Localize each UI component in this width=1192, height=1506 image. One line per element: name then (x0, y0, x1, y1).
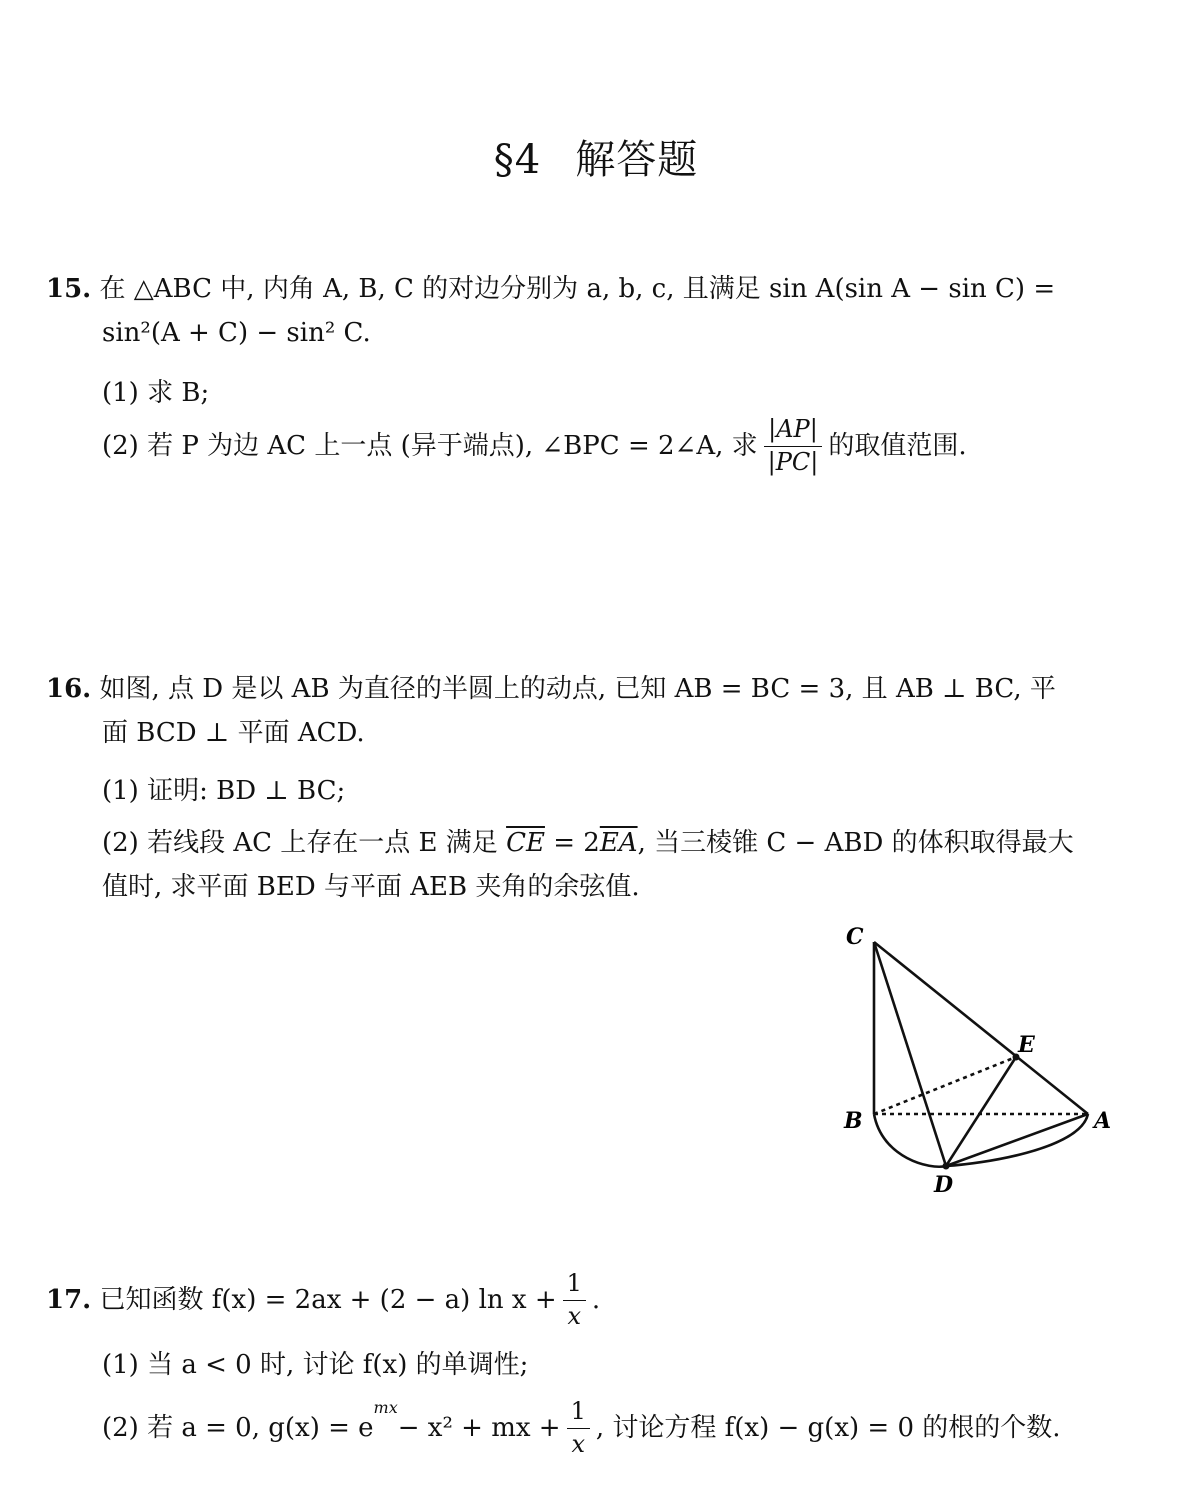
problem-16-part2-line2: 值时, 求平面 BED 与平面 AEB 夹角的余弦值. (102, 872, 640, 902)
problem-15-part1: (1) 求 B; (102, 378, 210, 408)
vector-ce: $\overline{CE}$ (506, 828, 545, 858)
section-name: 解答题 (575, 137, 699, 183)
problem-15-condition: △ABC 中, 内角 A, B, C 的对边分别为 a, b, c, 且满足 sin A(sin A − sin C) = (133, 274, 1056, 304)
problem-number: 16. (46, 674, 92, 704)
label-d: D (934, 1172, 954, 1198)
problem-number: 15. (46, 274, 92, 304)
problem-17-part1: (1) 当 a < 0 时, 讨论 f(x) 的单调性; (102, 1350, 529, 1380)
problem-17-stem: 17. 已知函数 f(x) = 2ax + (2 − a) ln x + $\frac{1}{x}$ . (46, 1269, 601, 1330)
problem-15-stem-line2: sin²(A + C) − sin² C. (102, 318, 371, 348)
problem-number: 17. (46, 1284, 92, 1315)
one-over-x-fraction: $\frac{1}{x}$ (567, 1398, 590, 1458)
label-a: A (1094, 1108, 1112, 1134)
label-c: C (846, 924, 864, 950)
label-b: B (844, 1108, 863, 1134)
problem-15-part2: (2) 若 P 为边 AC 上一点 (异于端点), ∠BPC = 2∠A, 求 $\frac{|AP|}{|PC|}$ 的取值范围. (102, 415, 967, 476)
problem-17-part2: (2) 若 a = 0, g(x) = e $^{mx}$ − x² + mx + $\frac{1}{x}$ , 讨论方程 f(x) − g(x) = 0 的根的个数. (102, 1397, 1061, 1458)
problem-16-part1: (1) 证明: BD ⊥ BC; (102, 776, 346, 806)
problem-15-stem-line1: 15. 在 △ABC 中, 内角 A, B, C 的对边分别为 a, b, c, 且满足 sin A(sin A − sin C) = (46, 274, 1056, 304)
problem-16-stem-line1: 16. 如图, 点 D 是以 AB 为直径的半圆上的动点, 已知 AB = BC = 3, 且 AB ⊥ BC, 平 (46, 674, 1056, 704)
problem-16-part2-line1: (2) 若线段 AC 上存在一点 E 满足 $\overline{CE} = 2\overline{EA}$, 当三棱锥 C − ABD 的体积取得最大 (102, 828, 1074, 858)
label-e: E (1018, 1032, 1035, 1058)
vector-ea: $\overline{EA}$ (599, 828, 638, 858)
geometry-figure (830, 918, 1130, 1208)
one-over-x-fraction: $\frac{1}{x}$ (563, 1270, 586, 1330)
section-symbol: §4 (493, 137, 542, 183)
section-title (0, 128, 1192, 185)
problem-16-stem-line2: 面 BCD ⊥ 平面 ACD. (102, 718, 365, 748)
ratio-fraction: $\frac{|AP|}{|PC|}$ (764, 416, 823, 476)
